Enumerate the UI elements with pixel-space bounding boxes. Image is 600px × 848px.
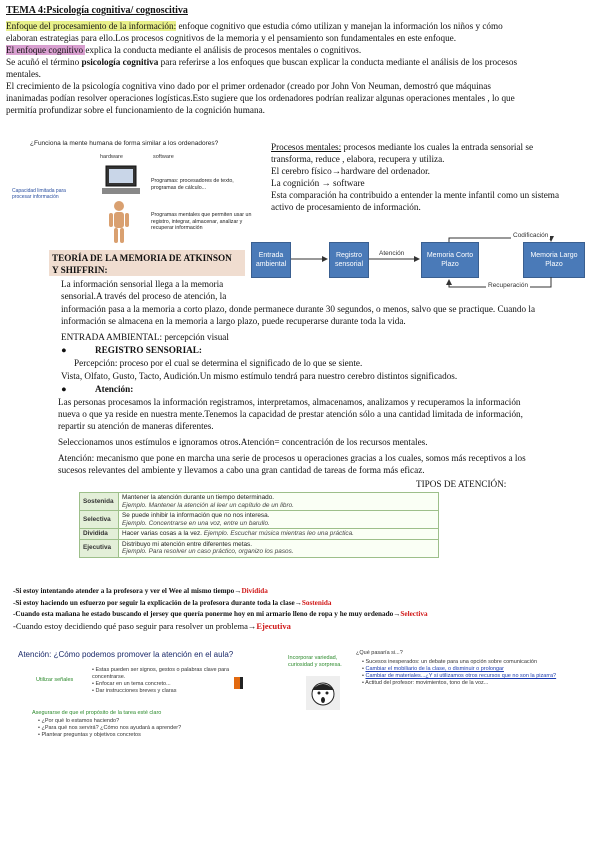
table-desc: Mantener la atención durante un tiempo determinado. [122,494,275,501]
list-item [13,609,598,621]
attention-examples [13,586,598,632]
intro-highlight-1: Enfoque del procesamiento de la información: [6,21,177,31]
example-type: Dividida [241,587,268,595]
memory-line-2: sensorial.A través del proceso de atención, la [61,291,227,301]
curiosity-item-3: Cambiar de materiales...¿Y si utilizamos otros recursos que no son la pizarra? [365,673,557,679]
list-item: • ¿Para qué nos servirá? ¿Cómo nos ayudará a aprender? [38,725,182,731]
procesos-mentales-block [271,141,596,213]
atencion-heading: Atención: [95,384,134,394]
utilizar-senales: Utilizar señales [36,677,74,683]
utilizar-item-2: Enfocar en un tema concreto... [95,681,171,687]
table-desc: Distribuyo mi atención entre diferentes metas. [122,540,253,548]
table-key: Sostenida [80,493,119,511]
memory-line-10: Las personas procesamos la información registramos, interpretamos, almacenamos, analizamos y recuperamos la información [58,397,521,407]
diagram-box-registro: Registro sensorial [329,242,369,278]
bullet-atencion: ● [61,384,67,394]
computer-mind-figure [8,140,258,245]
table-value [119,529,439,540]
intro-line-5: mentales. [6,69,41,79]
intro-line-4a: Se acuñó el término [6,57,82,67]
diagram-box-corto-plazo: Memoria Corto Plazo [421,242,479,278]
memory-line-4: información se almacena en la memoria a largo plazo, puede recuperarse durante toda la vida. [61,316,406,326]
example-type: Selectiva [400,610,428,618]
diagram-label-codificacion: Codificación [513,232,549,239]
diagram-box-entrada: Entrada ambiental [251,242,291,278]
example-text: -Cuando esta mañana he estado buscando el jersey que quería ponerme hoy en mi armario lleno de ropa y he muy ordenado→ [13,610,401,618]
intro-line-3: explica la conducta mediante el análisis de procesos mentales o cognitivos. [85,45,362,55]
asegurar-label: Asegurarse de que el propósito de la tarea esté claro [32,710,162,716]
memory-line-14: Atención: mecanismo que pone en marcha una serie de procesos u operaciones gracias a los cuales, somos más receptivos a los [58,453,526,463]
example-text: -Si estoy intentando atender a la profesora y ver el Wee al mismo tiempo→ [13,587,242,595]
asegurar-item-3: Plantear preguntas y objetivos concretos [41,732,141,738]
list-item: • Dar instrucciones breves y claras [92,688,177,694]
table-row [80,539,439,557]
table-key: Ejecutiva [80,539,119,557]
memory-heading-1: TEORÍA DE LA MEMORIA DE ATKINSON [52,253,232,263]
human-body-icon [106,200,132,244]
figure-hardware-label: hardware [100,154,123,160]
memory-line-7: Percepción: proceso por el cual se determina el significado de lo que se siente. [74,358,363,368]
memory-line-12: repartir su atención de maneras diferentes. [58,421,214,431]
diagram-arrows [251,236,596,296]
table-example: Ejemplo. Para resolver un caso práctico, organizo los pasos. [122,548,294,555]
list-item: • Sucesos inesperados: un debate para una opción sobre comunicación [362,659,537,665]
incorpora-label: Incorporar variedad, curiosidad y sorpresa. [288,655,342,668]
curiosity-item-2: Cambiar el mobiliario de la clase, o disminuir o prolongar [365,666,504,672]
utilizar-list [92,667,242,695]
intro-term: psicología cognitiva [81,57,159,67]
example-type: Sostenida [301,598,332,607]
list-item [13,621,598,633]
procesos-line-6: activo de procesamiento de información. [271,202,421,212]
figure-left-label: Capacidad limitada para procesar información [12,188,66,200]
table-key: Dividida [80,529,119,540]
example-text: -Si estoy haciendo un esfuerzo por seguir la explicación de la profesora durante toda la clase→ [13,598,302,607]
memory-line-1: La información sensorial llega a la memoria [61,279,224,289]
procesos-line-5: Esta comparación ha contribuido a entender la mente infantil como un sistema [271,190,560,200]
surprised-face-icon [306,676,340,710]
list-item [13,586,598,598]
table-row [80,511,439,529]
intro-line-4c: para referirse a los enfoques que buscan explicar la conducta mediante el análisis de los procesos [158,57,518,67]
curiosity-item-1: Sucesos inesperados: un debate para una opción sobre comunicación [365,659,537,665]
table-example: Ejemplo. Mantener la atención al leer un capítulo de un libro. [122,501,294,509]
procesos-line-2: transforma, reduce , elabora, recupera y utiliza. [271,154,445,164]
list-item: • Plantear preguntas y objetivos concretos [38,732,141,738]
table-key: Selectiva [80,511,119,529]
procesos-line-1: procesos mediante los cuales la entrada sensorial se [341,142,534,152]
memory-line-3: información pasa a la memoria a corto plazo, donde permanece durante 30 segundos, o menos, salvo que se practique. Cuando la [61,304,536,314]
diagram-label-atencion: Atención [379,250,405,257]
intro-line-7: inanimadas podían resolver operaciones logísticas.Esto sugiere que los ordenadores podrían realizar algunas operaciones mentales , lo que [6,93,515,103]
procesos-line-3: El cerebro físico→hardware del ordenador. [271,166,430,176]
figure-programs: Programas: procesadores de texto, programas de cálculo... [151,178,234,191]
memory-line-5: ENTRADA AMBIENTAL: percepción visual [61,332,229,342]
table-desc: Hacer varias cosas a la vez. [122,530,202,537]
memory-line-11: nueva o que ya reside en nuestra mente.Tenemos la capacidad de prestar atención sólo a una cantidad limitada de información, [58,409,523,419]
curiosity-list [362,659,592,687]
list-item: • Actitud del profesor: movimientos, tono de la voz... [362,680,489,686]
intro-highlight-2: El enfoque cognitivo [6,45,86,55]
memory-model-diagram [251,232,596,296]
asegurar-list [38,718,238,739]
diagram-box-largo-plazo: Memoria Largo Plazo [523,242,585,278]
curiosity-figure [288,650,596,725]
atencion-paragraph [58,396,598,476]
attention-types-table [79,492,439,558]
table-row [80,529,439,540]
procesos-line-4: La cognición → software [271,178,365,188]
memory-line-8: Vista, Olfato, Gusto, Tacto, Audición.Un mismo estímulo tendrá para nuestro cerebro distintos significados. [61,371,458,381]
figure-software-label: software [153,154,174,160]
signal-icon-dark [240,677,243,689]
list-item [13,598,598,610]
example-text: -Cuando estoy decidiendo qué paso seguir para resolver un problema→ [13,620,257,631]
utilizar-item-3: Dar instrucciones breves y claras [95,688,177,694]
figure-question: ¿Funciona la mente humana de forma similar a los ordenadores? [30,140,219,147]
memory-line-15: sucesos relevantes del ambiente y llevamos a cabo una gran cantidad de tareas de forma más eficaz. [58,465,425,475]
que-pasaria: ¿Qué pasaría si...? [356,650,403,656]
curiosity-item-4: Actitud del profesor: movimientos, tono de la voz... [365,680,489,686]
intro-line-6: El crecimiento de la psicología cognitiva vino dado por el primer ordenador (creado por John Von Neuman, demostró que máquinas [6,81,491,91]
promote-title: Atención: ¿Cómo podemos promover la atención en el aula? [18,650,234,659]
intro-line-2: elaboran estrategias para ello.Los procesos cognitivos de la memoria y el pensamiento son fundamentales en este enfoque. [6,33,457,43]
utilizar-item-1: Estas pueden ser signos, gestos o palabras clave para concentrarse. [92,667,230,680]
list-item: • Enfocar en un tema concreto... [92,681,171,687]
example-type: Ejecutiva [256,620,291,631]
table-value [119,539,439,557]
intro-line-8: permitía profundizar sobre el funcionamiento de la cognición humana. [6,105,265,115]
intro-line-1: enfoque cognitivo que estudia cómo utilizan y manejan la información los niños y cómo [176,21,503,31]
list-item: • Estas pueden ser signos, gestos o palabras clave para concentrarse. [92,667,230,680]
table-desc: Se puede inhibir la información que no nos interesa. [122,512,270,519]
asegurar-item-1: ¿Por qué lo estamos haciendo? [41,718,120,724]
computer-icon [102,164,142,198]
table-example: Ejemplo. Escuchar música mientras leo una práctica. [203,530,354,537]
promote-attention-figure [18,650,266,750]
list-item: • Cambiar de materiales...¿Y si utilizamos otros recursos que no son la pizarra? [362,673,557,679]
intro-paragraph [6,20,594,116]
table-example: Ejemplo. Concentrarse en una voz, entre un barullo. [122,519,270,527]
diagram-label-recuperacion: Recuperación [488,282,529,289]
list-item: • Cambiar el mobiliario de la clase, o disminuir o prolongar [362,666,504,672]
registro-sensorial-heading: REGISTRO SENSORIAL: [95,345,202,355]
bullet-registro: ● [61,345,67,355]
table-row [80,493,439,511]
memory-line-13: Seleccionamos unos estímulos e ignoramos otros.Atención= concentración de los recursos mentales. [58,437,428,447]
figure-mental-programs: Programas mentales que permiten usar un registro, integrar, almacenar, analizar y recuperar información [151,212,252,231]
tipos-atencion-heading: TIPOS DE ATENCIÓN: [416,479,507,489]
page-title: TEMA 4:Psicología cognitiva/ cognoscitiva [6,5,188,16]
asegurar-item-2: ¿Para qué nos servirá? ¿Cómo nos ayudará a aprender? [41,725,182,731]
memory-heading-2: Y SHIFFRIN: [52,265,108,275]
list-item: • ¿Por qué lo estamos haciendo? [38,718,120,724]
procesos-label: Procesos mentales: [271,142,342,152]
table-value [119,493,439,511]
table-value [119,511,439,529]
